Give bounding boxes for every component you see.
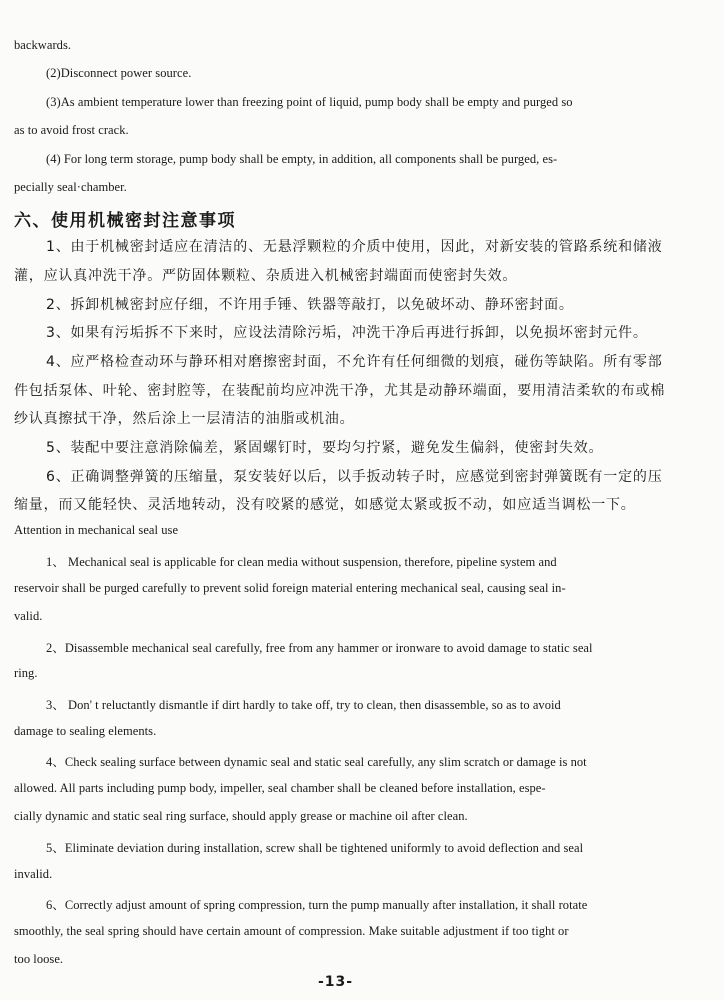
intro-line-4: as to avoid frost crack. — [14, 123, 129, 137]
intro-line-6: pecially seal·chamber. — [14, 180, 127, 194]
english-line-4: 2、Disassemble mechanical seal carefully, free from any hammer or ironware to avoid damage to static seal — [46, 641, 593, 655]
chinese-line-2: 灌，应认真冲洗干净。严防固体颗粒、杂质进入机械密封端面而使密封失效。 — [14, 268, 518, 284]
english-line-10: cially dynamic and static seal ring surface, should apply grease or machine oil after clean. — [14, 809, 468, 823]
chinese-line-1: 1、由于机械密封适应在清洁的、无悬浮颗粒的介质中使用，因此，对新安装的管路系统和储液 — [46, 239, 663, 255]
english-line-7: damage to sealing elements. — [14, 724, 157, 738]
english-line-14: smoothly, the seal spring should have certain amount of compression. Make suitable adjustment if too tight or — [14, 924, 569, 938]
english-line-11: 5、Eliminate deviation during installation, screw shall be tightened uniformly to avoid deflection and seal — [46, 841, 584, 855]
english-line-6: 3、 Don' t reluctantly dismantle if dirt hardly to take off, try to clean, then disassemble, so as to avoid — [46, 698, 561, 712]
english-line-8: 4、Check sealing surface between dynamic seal and static seal carefully, any slim scratch or damage is not — [46, 755, 587, 769]
chinese-line-10: 缩量，而又能轻快、灵活地转动，没有咬紧的感觉，如感觉太紧或扳不动，如应适当调松一下。 — [14, 497, 636, 513]
english-line-15: too loose. — [14, 952, 64, 966]
intro-line-3: (3)As ambient temperature lower than freezing point of liquid, pump body shall be empty and purged so — [46, 95, 573, 109]
chinese-line-8: 5、装配中要注意消除偏差，紧固螺钉时，要均匀拧紧，避免发生偏斜，使密封失效。 — [46, 440, 604, 456]
intro-line-1: backwards. — [14, 38, 72, 52]
chinese-line-4: 3、如果有污垢拆不下来时，应设法清除污垢，冲洗干净后再进行拆卸，以免损坏密封元件。 — [46, 325, 648, 341]
chinese-line-3: 2、拆卸机械密封应仔细，不许用手锤、铁器等敲打，以免破坏动、静环密封面。 — [46, 297, 574, 313]
english-line-9: allowed. All parts including pump body, impeller, seal chamber shall be cleaned before installation, espe- — [14, 781, 546, 795]
chinese-line-9: 6、正确调整弹簧的压缩量，泵安装好以后，以手扳动转子时，应感觉到密封弹簧既有一定的压 — [46, 469, 663, 485]
section-heading: 六、使用机械密封注意事项 — [14, 211, 236, 231]
intro-line-2: (2)Disconnect power source. — [46, 66, 192, 80]
english-line-13: 6、Correctly adjust amount of spring compression, turn the pump manually after installation, it shall rotate — [46, 898, 588, 912]
chinese-line-5: 4、应严格检查动环与静环相对磨擦密封面，不允许有任何细微的划痕，碰伤等缺陷。所有零部 — [46, 354, 663, 370]
chinese-line-6: 件包括泵体、叶轮、密封腔等，在装配前均应冲洗干净，尤其是动静环端面，要用清洁柔软的布或棉 — [14, 383, 666, 399]
english-line-1: 1、 Mechanical seal is applicable for clean media without suspension, therefore, pipeline system and — [46, 555, 557, 569]
intro-line-5: (4) For long term storage, pump body shall be empty, in addition, all components shall be purged, es- — [46, 152, 558, 166]
chinese-line-7: 纱认真擦拭干净，然后涂上一层清洁的油脂或机油。 — [14, 411, 355, 427]
english-line-2: reservoir shall be purged carefully to prevent solid foreign material entering mechanical seal, causing seal in- — [14, 581, 566, 595]
english-line-3: valid. — [14, 609, 43, 623]
english-line-5: ring. — [14, 666, 38, 680]
page-number: -13- — [318, 974, 354, 990]
english-line-12: invalid. — [14, 867, 53, 881]
english-heading: Attention in mechanical seal use — [14, 523, 179, 537]
